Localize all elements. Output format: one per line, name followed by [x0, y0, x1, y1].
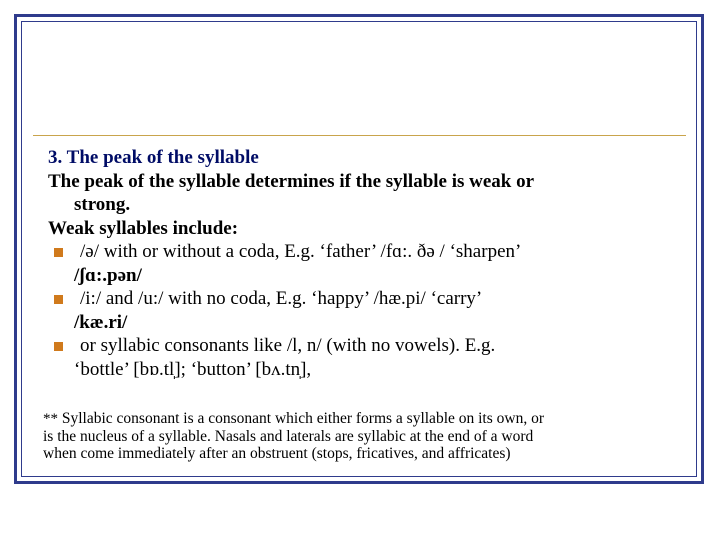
slide-body [48, 146, 688, 381]
bullet-item [48, 334, 688, 358]
footnote [43, 410, 693, 462]
bullet-item [48, 240, 688, 264]
bullet-text-continued: /kæ.ri/ [74, 311, 128, 333]
footnote-line [43, 410, 693, 428]
square-bullet-icon [54, 248, 63, 257]
footnote-line: when come immediately after an obstruent (stops, fricatives, and affricates) [43, 445, 511, 462]
section-heading: 3. The peak of the syllable [48, 147, 259, 168]
footnote-text: Syllabic consonant is a consonant which either forms a syllable on its own, or [61, 410, 545, 427]
weak-syllables-title: Weak syllables include: [48, 217, 239, 239]
bullet-text: /ə/ with or without a coda, E.g. ‘father’ /fɑ:. ðə / ‘sharpen’ [80, 241, 522, 262]
bullet-text: or syllabic consonants like /l, n/ (with no vowels). E.g. [80, 335, 496, 356]
bullet-item [48, 287, 688, 311]
footnote-marker: ** [43, 411, 58, 427]
bullet-text: /i:/ and /u:/ with no coda, E.g. ‘happy’ /hæ.pi/ ‘carry’ [80, 288, 483, 309]
intro-text: The peak of the syllable determines if the syllable is weak or [48, 170, 535, 192]
square-bullet-icon [54, 295, 63, 304]
bullet-text-continued: ‘bottle’ [bɒ.tl̩]; ‘button’ [bʌ.tn̩], [74, 358, 312, 380]
title-divider [33, 135, 686, 136]
square-bullet-icon [54, 342, 63, 351]
footnote-line: is the nucleus of a syllable. Nasals and laterals are syllabic at the end of a word [43, 428, 534, 445]
bullet-text-continued: /ʃɑ:.pən/ [74, 264, 142, 286]
intro-text-continued: strong. [74, 194, 131, 215]
